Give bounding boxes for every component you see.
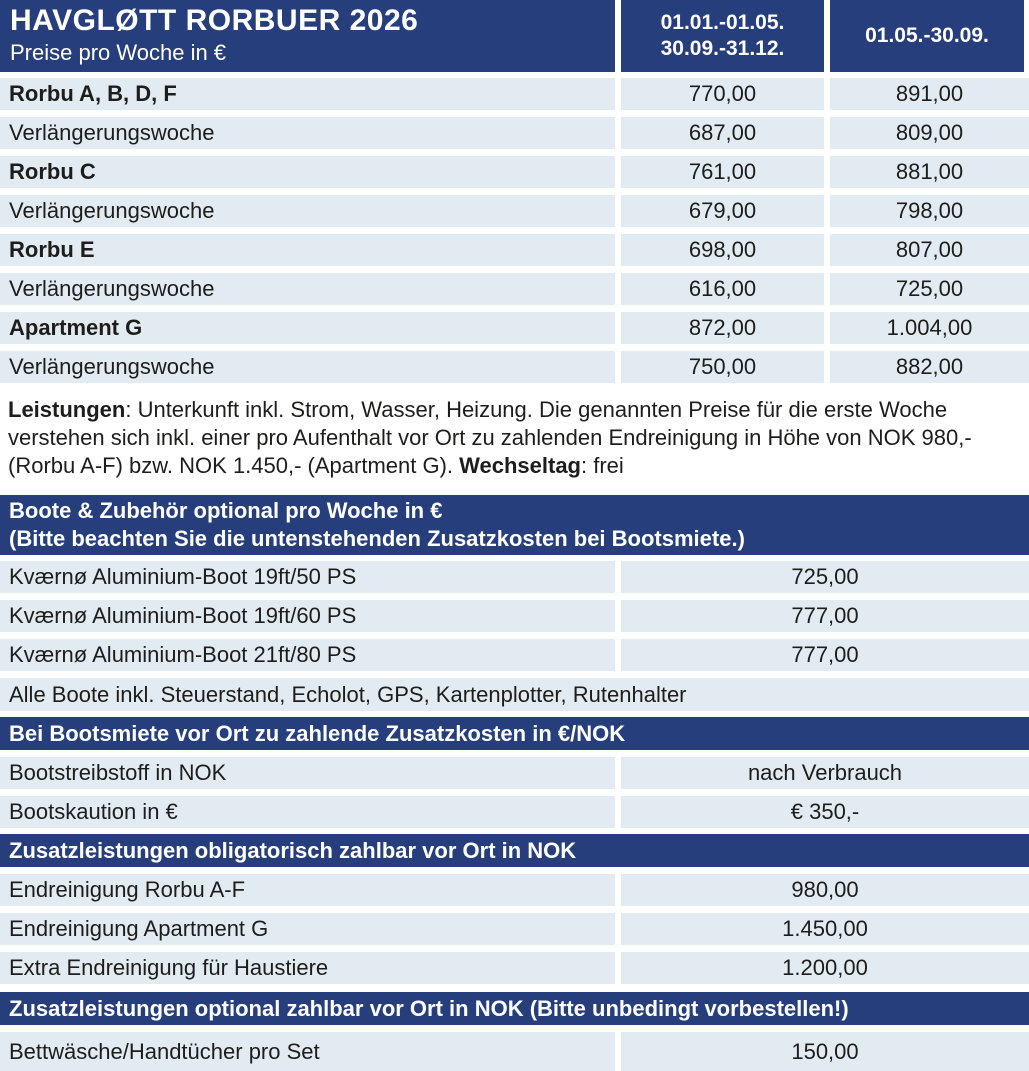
price-season-1: 679,00: [621, 195, 824, 227]
mandatory-services-table: [0, 874, 1029, 984]
row-label: Kværnø Aluminium-Boot 19ft/50 PS: [0, 561, 615, 593]
row-label: Verlängerungswoche: [0, 273, 615, 305]
price-season-1: 616,00: [621, 273, 824, 305]
price-season-1: 687,00: [621, 117, 824, 149]
header-title-cell: [0, 0, 615, 72]
price-season-2: 881,00: [830, 156, 1029, 188]
price-season-2: 882,00: [830, 351, 1029, 383]
table-row: [0, 117, 1029, 149]
price-season-2: 1.004,00: [830, 312, 1029, 344]
table-row: [0, 195, 1029, 227]
table-row: [0, 351, 1029, 383]
price-season-1: 698,00: [621, 234, 824, 266]
table-row: [0, 796, 1029, 828]
price-season-1: 750,00: [621, 351, 824, 383]
season-2-dates: 01.05.-30.09.: [865, 24, 989, 47]
price-value: 725,00: [621, 561, 1029, 593]
price-value: 777,00: [621, 600, 1029, 632]
row-label: Rorbu C: [0, 156, 615, 188]
section-header-mandatory-services: Zusatzleistungen obligatorisch zahlbar vor Ort in NOK: [0, 834, 1029, 867]
table-row: [0, 78, 1029, 110]
row-label: Extra Endreinigung für Haustiere: [0, 952, 615, 984]
table-row: [0, 913, 1029, 945]
boats-footnote-row: Alle Boote inkl. Steuerstand, Echolot, GPS, Kartenplotter, Rutenhalter: [0, 678, 1029, 711]
table-header: [0, 0, 1029, 72]
season-1-dates-line1: 01.01.-01.05.: [660, 11, 785, 34]
notes-text-2: : frei: [581, 453, 624, 478]
price-value: 1.450,00: [621, 913, 1029, 945]
section-header-boats: [0, 495, 1029, 555]
row-label: Rorbu A, B, D, F: [0, 78, 615, 110]
section-header-optional-services: Zusatzleistungen optional zahlbar vor Ort in NOK (Bitte unbedingt vorbestellen!): [0, 992, 1029, 1025]
table-row: [0, 312, 1029, 344]
price-value: 980,00: [621, 874, 1029, 906]
price-value: 777,00: [621, 639, 1029, 671]
row-label: Verlängerungswoche: [0, 195, 615, 227]
table-row: [0, 639, 1029, 671]
season-column-header-1: [621, 0, 824, 72]
optional-services-table: [0, 1032, 1029, 1071]
price-value: 1.200,00: [621, 952, 1029, 984]
row-label: Apartment G: [0, 312, 615, 344]
row-label: Kværnø Aluminium-Boot 19ft/60 PS: [0, 600, 615, 632]
boat-extras-table: [0, 757, 1029, 828]
row-label: Verlängerungswoche: [0, 117, 615, 149]
table-row: [0, 874, 1029, 906]
price-value: 150,00: [621, 1032, 1029, 1071]
notes-label-wechseltag: Wechseltag: [459, 453, 581, 478]
page-subtitle: Preise pro Woche in €: [10, 40, 227, 65]
row-label: Endreinigung Rorbu A-F: [0, 874, 615, 906]
table-row: [0, 273, 1029, 305]
price-value: € 350,-: [621, 796, 1029, 828]
price-season-1: 761,00: [621, 156, 824, 188]
table-row: [0, 561, 1029, 593]
row-label: Rorbu E: [0, 234, 615, 266]
row-label: Endreinigung Apartment G: [0, 913, 615, 945]
table-row: [0, 234, 1029, 266]
price-season-2: 807,00: [830, 234, 1029, 266]
section-header-boat-extras: Bei Bootsmiete vor Ort zu zahlende Zusatzkosten in €/NOK: [0, 717, 1029, 750]
price-season-1: 872,00: [621, 312, 824, 344]
notes-label-leistungen: Leistungen: [8, 397, 126, 422]
boats-header-line1: Boote & Zubehör optional pro Woche in €: [9, 498, 443, 523]
price-value: nach Verbrauch: [621, 757, 1029, 789]
price-table: [0, 78, 1029, 383]
table-row: [0, 1032, 1029, 1071]
notes-paragraph: [0, 392, 1029, 484]
price-season-2: 725,00: [830, 273, 1029, 305]
season-1-dates-line2: 30.09.-31.12.: [660, 37, 785, 60]
row-label: Bootstreibstoff in NOK: [0, 757, 615, 789]
row-label: Bootskaution in €: [0, 796, 615, 828]
boats-table: [0, 561, 1029, 711]
price-season-2: 891,00: [830, 78, 1029, 110]
row-label: Bettwäsche/Handtücher pro Set: [0, 1032, 615, 1071]
price-season-2: 809,00: [830, 117, 1029, 149]
season-column-header-2: [830, 0, 1024, 72]
row-label: Kværnø Aluminium-Boot 21ft/80 PS: [0, 639, 615, 671]
table-row: [0, 156, 1029, 188]
price-season-1: 770,00: [621, 78, 824, 110]
table-row: [0, 600, 1029, 632]
page-title: HAVGLØTT RORBUER 2026: [10, 4, 419, 37]
table-row: [0, 757, 1029, 789]
row-label: Verlängerungswoche: [0, 351, 615, 383]
table-row: [0, 952, 1029, 984]
notes-text-1: : Unterkunft inkl. Strom, Wasser, Heizung. Die genannten Preise für die erste Woche verstehen sich inkl. einer pro Aufenthalt vor Ort zu zahlenden Endreinigung in Höhe von NOK 980,- (Rorbu A-F) bzw. NOK 1.450,- (Apartment G).: [8, 397, 972, 478]
boats-header-line2: (Bitte beachten Sie die untenstehenden Zusatzkosten bei Bootsmiete.): [9, 526, 745, 551]
price-season-2: 798,00: [830, 195, 1029, 227]
